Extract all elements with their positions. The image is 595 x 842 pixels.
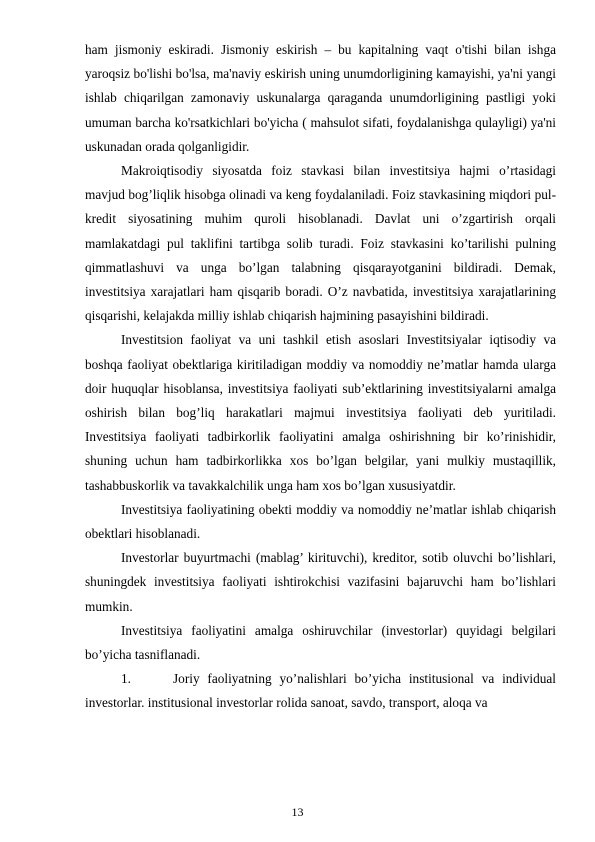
list-item-number: 1. xyxy=(121,671,131,687)
paragraph-investors-roles: Investorlar buyurtmachi (mablag’ kirituvchi), kreditor, sotib oluvchi bo’lishlari, shuningdek investitsiya faoliyati ishtirokchisi vazifasini bajaruvchi ham bo’lishlari mumkin. xyxy=(85,550,556,614)
list-item-text: Joriy faoliyatning yo’nalishlari bo’yicha institusional va individual investorlar. institusional investorlar rolida sanoat, savdo, transport, aloqa va xyxy=(85,671,556,711)
paragraph-investment-activity: Investitsion faoliyat va uni tashkil etish asoslari Investitsiyalar iqtisodiy va boshqa faoliyat obektlariga kiritiladigan moddiy va nomoddiy ne’matlar hamda ularga doir huquqlar hisoblansa, investitsiya faoliyati sub’ektlarining investitsiyalarni amalga oshirish bilan bog’liq harakatlari majmui investitsiya faoliyati deb yuritiladi. Investitsiya faoliyati tadbirkorlik faoliyatini amalga oshirishning bir ko’rinishidir, shuning uchun ham tadbirkorlikka xos bo’lgan belgilar, yani mulkiy mustaqillik, tashabbuskorlik va tavakkalchilik unga ham xos bo’lgan xususiyatdir. xyxy=(85,332,556,493)
paragraph-macroeconomic-policy: Makroiqtisodiy siyosatda foiz stavkasi bilan investitsiya hajmi o’rtasidagi mavjud bog’liqlik hisobga olinadi va keng foydalaniladi. Foiz stavkasining miqdori pul-kredit siyosatining muhim quroli hisoblanadi. Davlat uni o’zgartirish orqali mamlakatdagi pul taklifini tartibga solib turadi. Foiz stavkasini ko’tarilishi pulning qimmatlashuvi va unga bo’lgan talabning qisqarayotganini bildiradi. Demak, investitsiya xarajatlari ham qisqarib boradi. O’z navbatida, investitsiya xarajatlarining qisqarishi, kelajakda milliy ishlab chiqarish hajmining pasayishini bildiradi. xyxy=(85,163,556,324)
paragraph-continuation: ham jismoniy eskiradi. Jismoniy eskirish – bu kapitalning vaqt o'tishi bilan ishga yaroqsiz bo'lishi bo'lsa, ma'naviy eskirish uning unumdorligining kamayishi, ya'ni yangi ishlab chiqarilgan zamonaviy uskunalarga qaraganda unumdorligining pastligi yoki umuman barcha ko'rsatkichlari bo'yicha ( mahsulot sifati, foydalanishga qulayligi) ya'ni uskunadan orada qolganligidir. xyxy=(85,42,556,154)
numbered-list-item xyxy=(85,667,556,715)
page-number: 13 xyxy=(291,805,304,819)
paragraph-investor-classification: Investitsiya faoliyatini amalga oshiruvchilar (investorlar) quyidagi belgilari bo’yicha tasniflanadi. xyxy=(85,622,556,663)
paragraph-investment-object: Investitsiya faoliyatining obekti moddiy va nomoddiy ne’matlar ishlab chiqarish obektlari hisoblanadi. xyxy=(85,501,556,542)
document-body xyxy=(85,38,556,716)
